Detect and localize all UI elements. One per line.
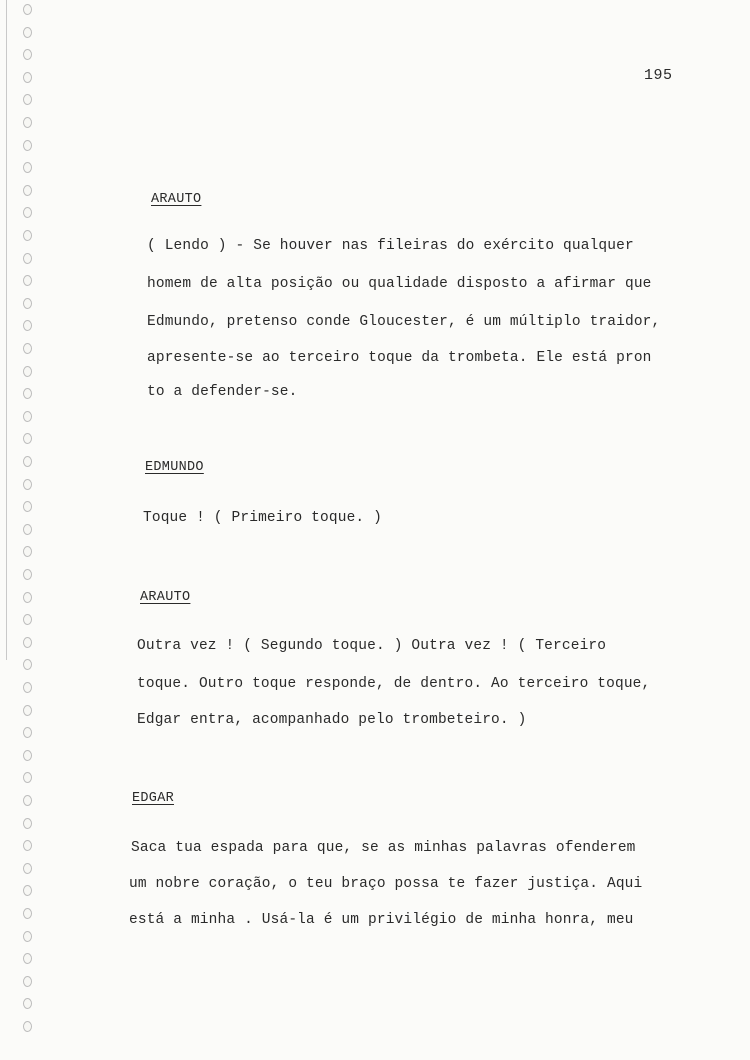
punch-hole [23,637,32,648]
dialogue-line: um nobre coração, o teu braço possa te fazer justiça. Aqui [129,876,643,892]
page-number: 195 [644,67,673,84]
punch-hole [23,908,32,919]
speaker-name: ARAUTO [151,192,202,207]
speaker-name: EDGAR [132,791,175,806]
dialogue-line: ( Lendo ) - Se houver nas fileiras do exército qualquer [147,238,634,254]
punch-hole [23,298,32,309]
punch-hole [23,795,32,806]
dialogue-line: Edmundo, pretenso conde Gloucester, é um múltiplo traidor, [147,314,661,330]
punch-hole [23,931,32,942]
dialogue-line: toque. Outro toque responde, de dentro. Ao terceiro toque, [137,676,651,692]
punch-hole [23,343,32,354]
punch-hole [23,479,32,490]
punch-hole [23,885,32,896]
punch-hole [23,614,32,625]
punch-hole [23,569,32,580]
punch-hole [23,366,32,377]
punch-hole [23,727,32,738]
punch-hole [23,49,32,60]
punch-hole [23,411,32,422]
punch-hole [23,659,32,670]
punch-hole [23,818,32,829]
punch-hole [23,863,32,874]
punch-hole [23,4,32,15]
punch-hole [23,592,32,603]
punch-hole [23,72,32,83]
punch-hole [23,207,32,218]
punch-hole [23,320,32,331]
punch-hole [23,546,32,557]
punch-hole [23,185,32,196]
dialogue-line: está a minha . Usá-la é um privilégio de minha honra, meu [129,912,634,928]
dialogue-line: Outra vez ! ( Segundo toque. ) Outra vez ! ( Terceiro [137,638,607,654]
punch-hole [23,1021,32,1032]
punch-hole [23,456,32,467]
punch-hole [23,705,32,716]
punch-hole [23,388,32,399]
dialogue-line: apresente-se ao terceiro toque da trombeta. Ele está pron [147,350,652,366]
punch-hole [23,953,32,964]
dialogue-line: homem de alta posição ou qualidade disposto a afirmar que [147,276,652,292]
punch-hole [23,140,32,151]
punch-hole [23,976,32,987]
punch-hole [23,230,32,241]
speaker-name: EDMUNDO [145,460,204,475]
punch-hole [23,501,32,512]
punch-hole [23,117,32,128]
punch-holes-strip [0,0,45,1060]
punch-hole [23,750,32,761]
punch-hole [23,162,32,173]
punch-hole [23,94,32,105]
punch-hole [23,682,32,693]
dialogue-line: to a defender-se. [147,384,298,400]
punch-hole [23,998,32,1009]
punch-hole [23,27,32,38]
punch-hole [23,524,32,535]
dialogue-line: Toque ! ( Primeiro toque. ) [143,510,382,526]
dialogue-line: Saca tua espada para que, se as minhas palavras ofenderem [131,840,636,856]
punch-hole [23,275,32,286]
dialogue-line: Edgar entra, acompanhado pelo trombeteiro. ) [137,712,527,728]
speaker-name: ARAUTO [140,590,191,605]
punch-hole [23,840,32,851]
punch-hole [23,772,32,783]
punch-hole [23,433,32,444]
punch-hole [23,253,32,264]
